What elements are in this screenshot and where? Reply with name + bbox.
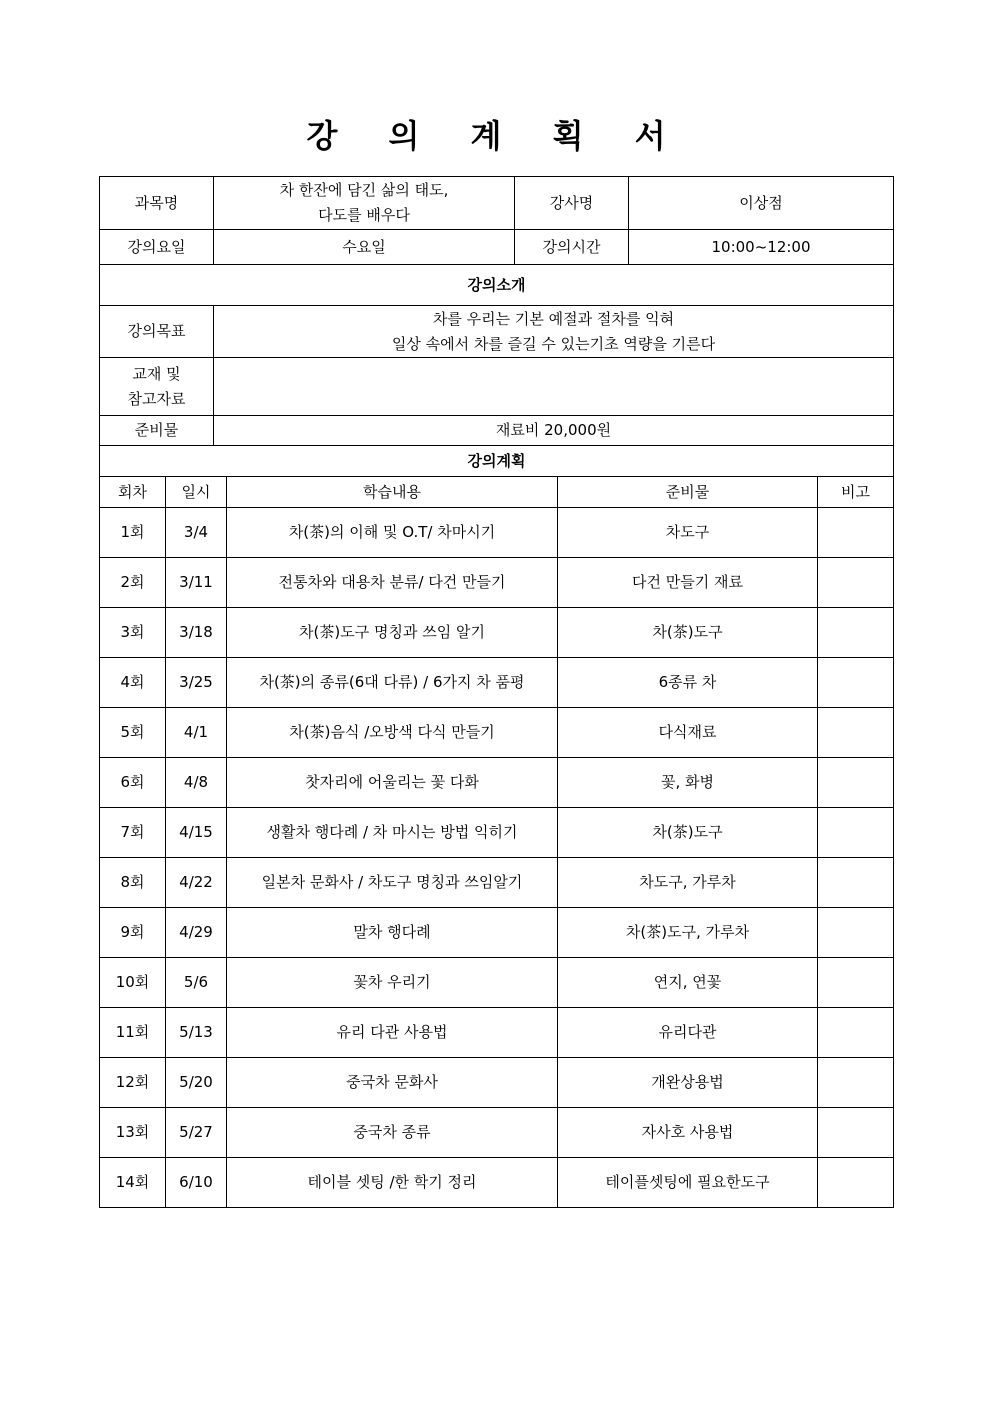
- note-cell: [818, 758, 894, 808]
- goal-value: [214, 306, 894, 358]
- content-cell: 차(茶)음식 /오방색 다식 만들기: [227, 708, 558, 758]
- course-label: 과목명: [100, 177, 214, 230]
- prep-value: 재료비 20,000원: [214, 416, 894, 446]
- note-cell: [818, 1058, 894, 1108]
- day-value: 수요일: [214, 230, 515, 265]
- content-cell: 유리 다관 사용법: [227, 1008, 558, 1058]
- column-header-note: 비고: [818, 477, 894, 508]
- content-cell: 생활차 행다례 / 차 마시는 방법 익히기: [227, 808, 558, 858]
- session-cell: 8회: [100, 858, 166, 908]
- materials-cell: 자사호 사용법: [558, 1108, 818, 1158]
- textbook-row: [100, 358, 894, 416]
- intro-header-row: [100, 265, 894, 306]
- plan-row: [100, 608, 894, 658]
- content-cell: 차(茶)의 이해 및 O.T/ 차마시기: [227, 508, 558, 558]
- content-cell: 찻자리에 어울리는 꽃 다화: [227, 758, 558, 808]
- plan-row: [100, 758, 894, 808]
- materials-cell: 차(茶)도구: [558, 808, 818, 858]
- session-cell: 14회: [100, 1158, 166, 1208]
- day-label: 강의요일: [100, 230, 214, 265]
- date-cell: 4/29: [166, 908, 227, 958]
- date-cell: 4/8: [166, 758, 227, 808]
- session-cell: 6회: [100, 758, 166, 808]
- date-cell: 5/20: [166, 1058, 227, 1108]
- column-header-content: 학습내용: [227, 477, 558, 508]
- plan-row: [100, 1158, 894, 1208]
- date-cell: 4/1: [166, 708, 227, 758]
- note-cell: [818, 658, 894, 708]
- date-cell: 5/27: [166, 1108, 227, 1158]
- date-cell: 6/10: [166, 1158, 227, 1208]
- materials-cell: 개완상용법: [558, 1058, 818, 1108]
- content-cell: 중국차 문화사: [227, 1058, 558, 1108]
- session-cell: 12회: [100, 1058, 166, 1108]
- content-cell: 차(茶)도구 명칭과 쓰임 알기: [227, 608, 558, 658]
- date-cell: 3/11: [166, 558, 227, 608]
- plan-row: [100, 858, 894, 908]
- instructor-label: 강사명: [515, 177, 629, 230]
- session-cell: 10회: [100, 958, 166, 1008]
- materials-cell: 꽃, 화병: [558, 758, 818, 808]
- course-title-line2: 다도를 배우다: [318, 206, 410, 224]
- plan-row: [100, 558, 894, 608]
- note-cell: [818, 558, 894, 608]
- column-header-session: 회차: [100, 477, 166, 508]
- column-header-materials: 준비물: [558, 477, 818, 508]
- goal-line1: 차를 우리는 기본 예절과 절차를 익혀: [432, 309, 675, 328]
- note-cell: [818, 708, 894, 758]
- plan-row: [100, 708, 894, 758]
- course-title-line1: 차 한잔에 담긴 삶의 태도,: [279, 181, 449, 199]
- content-cell: 일본차 문화사 / 차도구 명칭과 쓰임알기: [227, 858, 558, 908]
- session-cell: 2회: [100, 558, 166, 608]
- plan-header-row: [100, 446, 894, 477]
- session-cell: 13회: [100, 1108, 166, 1158]
- prep-label: 준비물: [100, 416, 214, 446]
- date-cell: 3/25: [166, 658, 227, 708]
- note-cell: [818, 1008, 894, 1058]
- goal-line2: 일상 속에서 차를 즐길 수 있는기초 역량을 기른다: [391, 334, 716, 353]
- materials-cell: 유리다관: [558, 1008, 818, 1058]
- materials-cell: 6종류 차: [558, 658, 818, 708]
- lecture-plan-table: [99, 476, 894, 1208]
- session-cell: 3회: [100, 608, 166, 658]
- note-cell: [818, 908, 894, 958]
- textbook-value: [214, 358, 894, 416]
- course-row: [100, 177, 894, 230]
- session-cell: 5회: [100, 708, 166, 758]
- content-cell: 중국차 종류: [227, 1108, 558, 1158]
- plan-row: [100, 508, 894, 558]
- plan-row: [100, 1058, 894, 1108]
- textbook-label-line2: 참고자료: [127, 389, 186, 408]
- column-header-date: 일시: [166, 477, 227, 508]
- plan-row: [100, 958, 894, 1008]
- schedule-row: [100, 230, 894, 265]
- materials-cell: 다건 만들기 재료: [558, 558, 818, 608]
- note-cell: [818, 958, 894, 1008]
- date-cell: 3/18: [166, 608, 227, 658]
- intro-header: 강의소개: [100, 265, 894, 306]
- plan-header: 강의계획: [100, 446, 894, 477]
- date-cell: 5/13: [166, 1008, 227, 1058]
- date-cell: 4/15: [166, 808, 227, 858]
- note-cell: [818, 808, 894, 858]
- materials-cell: 차(茶)도구, 가루차: [558, 908, 818, 958]
- course-title: [214, 177, 515, 230]
- note-cell: [818, 508, 894, 558]
- course-info-table: [99, 176, 894, 477]
- goal-row: [100, 306, 894, 358]
- time-label: 강의시간: [515, 230, 629, 265]
- note-cell: [818, 858, 894, 908]
- note-cell: [818, 608, 894, 658]
- goal-label: 강의목표: [100, 306, 214, 358]
- session-cell: 7회: [100, 808, 166, 858]
- date-cell: 4/22: [166, 858, 227, 908]
- plan-row: [100, 808, 894, 858]
- instructor-name: 이상점: [629, 177, 894, 230]
- note-cell: [818, 1108, 894, 1158]
- content-cell: 꽃차 우리기: [227, 958, 558, 1008]
- session-cell: 4회: [100, 658, 166, 708]
- session-cell: 9회: [100, 908, 166, 958]
- date-cell: 5/6: [166, 958, 227, 1008]
- textbook-label: [100, 358, 214, 416]
- content-cell: 전통차와 대용차 분류/ 다건 만들기: [227, 558, 558, 608]
- materials-cell: 차도구: [558, 508, 818, 558]
- plan-column-header-row: [100, 477, 894, 508]
- materials-cell: 차(茶)도구: [558, 608, 818, 658]
- plan-row: [100, 1008, 894, 1058]
- materials-cell: 다식재료: [558, 708, 818, 758]
- content-cell: 차(茶)의 종류(6대 다류) / 6가지 차 품평: [227, 658, 558, 708]
- date-cell: 3/4: [166, 508, 227, 558]
- session-cell: 1회: [100, 508, 166, 558]
- materials-cell: 연지, 연꽃: [558, 958, 818, 1008]
- materials-cell: 차도구, 가루차: [558, 858, 818, 908]
- textbook-label-line1: 교재 및: [132, 364, 181, 383]
- note-cell: [818, 1158, 894, 1208]
- plan-row: [100, 908, 894, 958]
- materials-cell: 테이플셋팅에 필요한도구: [558, 1158, 818, 1208]
- time-value: 10:00~12:00: [629, 230, 894, 265]
- plan-row: [100, 1108, 894, 1158]
- session-cell: 11회: [100, 1008, 166, 1058]
- content-cell: 말차 행다례: [227, 908, 558, 958]
- prep-row: [100, 416, 894, 446]
- plan-row: [100, 658, 894, 708]
- document-title: 강 의 계 획 서: [306, 117, 686, 155]
- content-cell: 테이블 셋팅 /한 학기 정리: [227, 1158, 558, 1208]
